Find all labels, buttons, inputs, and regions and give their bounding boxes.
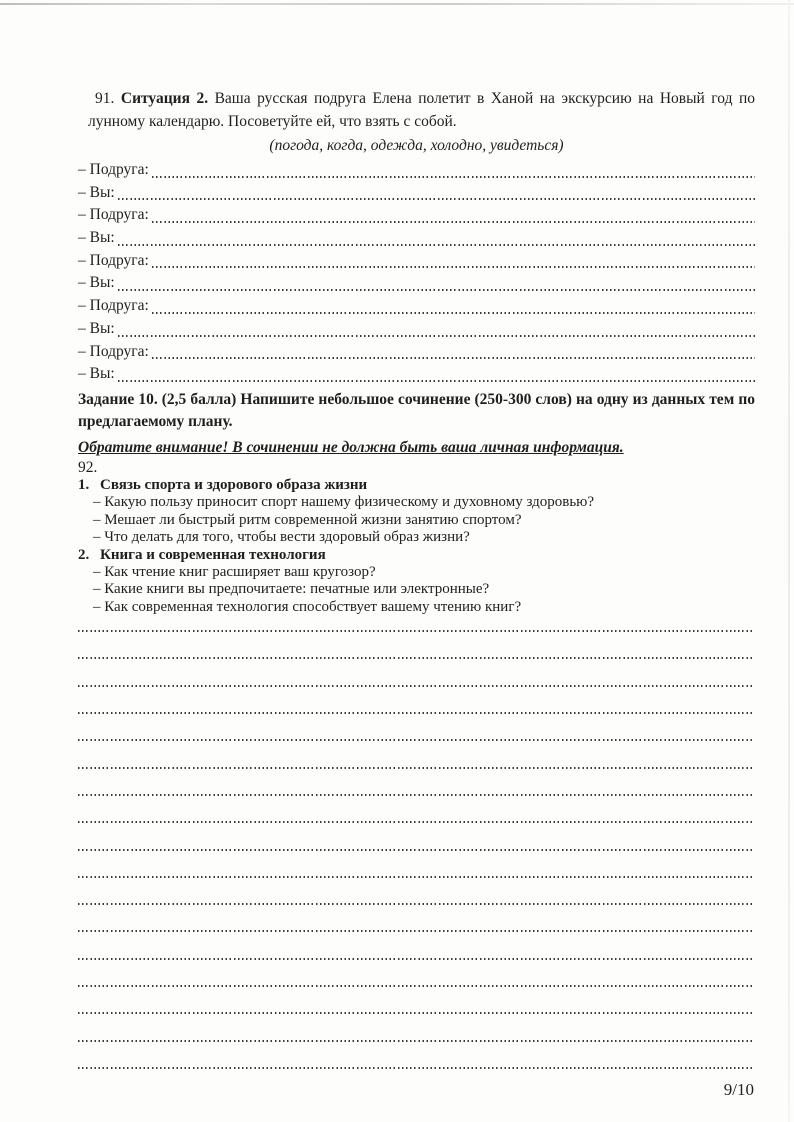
essay-topics-list [78, 477, 755, 616]
answer-blank-dotted-line [118, 227, 755, 250]
essay-topic [78, 547, 755, 617]
dialogue-speaker-label: – Вы: [78, 183, 115, 201]
dialogue-row [78, 295, 755, 318]
dialogue-speaker-label: – Подруга: [78, 342, 149, 360]
topic-questions [93, 564, 755, 616]
dialogue-speaker-label: – Вы: [78, 319, 115, 337]
dialogue-speaker-label: – Вы: [78, 365, 115, 383]
answer-blank-dotted-line [152, 204, 755, 227]
situation-text: Ваша русская подруга Елена полетит в Ханой на экскурсию на Новый год по лунному календарю. Посоветуйте ей, что взять с собой. [88, 90, 756, 130]
topic-questions [93, 494, 755, 546]
essay-writing-area [78, 628, 755, 1092]
page-content [78, 88, 755, 1092]
essay-topic [78, 477, 755, 547]
writing-line [78, 628, 755, 655]
answer-blank-dotted-line [152, 295, 755, 318]
writing-line [78, 710, 755, 737]
dialogue-row [78, 204, 755, 227]
topic-number: 1. [78, 476, 90, 493]
answer-blank-dotted-line [152, 159, 755, 182]
topic-title: Связь спорта и здорового образа жизни [100, 476, 368, 493]
writing-line [78, 983, 755, 1010]
situation-paragraph [88, 88, 755, 133]
answer-blank-dotted-line [118, 182, 755, 205]
answer-blank-dotted-line [118, 363, 755, 386]
dialogue-row [78, 318, 755, 341]
writing-line [78, 901, 755, 928]
situation-label: Ситуация 2. [120, 90, 209, 107]
dialogue-row [78, 182, 755, 205]
writing-line [78, 819, 755, 846]
topic-heading [78, 477, 755, 494]
task-item-number: 92. [78, 458, 98, 476]
dialogue-speaker-label: – Вы: [78, 229, 115, 247]
writing-line [78, 1065, 755, 1092]
writing-line [78, 1038, 755, 1065]
dialogue-row [78, 272, 755, 295]
answer-blank-dotted-line [118, 272, 755, 295]
dialogue-row [78, 159, 755, 182]
dialogue-speaker-label: – Вы: [78, 274, 115, 292]
writing-line [78, 655, 755, 682]
writing-line [78, 956, 755, 983]
topic-question: – Мешает ли быстрый ритм современной жизни занятию спортом? [93, 511, 522, 528]
dialogue-speaker-label: – Подруга: [78, 161, 149, 178]
dialogue-speaker-label: – Подруга: [78, 251, 149, 269]
writing-line [78, 847, 755, 874]
dialogue-section [78, 159, 755, 386]
topic-number: 2. [78, 546, 90, 563]
dialogue-speaker-label: – Подруга: [78, 206, 149, 224]
writing-line [78, 874, 755, 901]
task-10-instruction: Задание 10. (2,5 балла) Напишите небольшое сочинение (250-300 слов) на одну из данных тем по предлагаемому плану. [78, 390, 755, 430]
notice-line: Обратите внимание! В сочинении не должна быть ваша личная информация. [78, 438, 624, 456]
dialogue-row [78, 227, 755, 250]
writing-line [78, 1010, 755, 1037]
dialogue-speaker-label: – Подруга: [78, 297, 149, 315]
writing-line [78, 792, 755, 819]
answer-blank-dotted-line [118, 318, 755, 341]
answer-blank-dotted-line [152, 250, 755, 273]
topic-question: – Что делать для того, чтобы вести здоровый образ жизни? [93, 529, 470, 546]
topic-question: – Как современная технология способствует вашему чтению книг? [93, 598, 522, 615]
topic-heading [78, 547, 755, 564]
scan-artifact-right-edge [788, 0, 790, 1122]
page-number: 9/10 [723, 1080, 754, 1099]
writing-line [78, 765, 755, 792]
hint-words-line: (погода, когда, одежда, холодно, увидеться) [269, 137, 564, 154]
scan-artifact-top-edge [0, 3, 794, 5]
dialogue-row [78, 363, 755, 386]
dialogue-row [78, 250, 755, 273]
topic-question: – Какие книги вы предпочитаете: печатные или электронные? [93, 581, 490, 598]
topic-title: Книга и современная технология [100, 546, 326, 563]
dialogue-row [78, 341, 755, 364]
writing-line [78, 928, 755, 955]
writing-line [78, 737, 755, 764]
topic-question: – Какую пользу приносит спорт нашему физическому и духовному здоровью? [93, 494, 595, 511]
answer-blank-dotted-line [152, 341, 755, 364]
situation-item-number: 91. [95, 90, 115, 107]
writing-line [78, 683, 755, 710]
topic-question: – Как чтение книг расширяет ваш кругозор? [93, 563, 376, 580]
